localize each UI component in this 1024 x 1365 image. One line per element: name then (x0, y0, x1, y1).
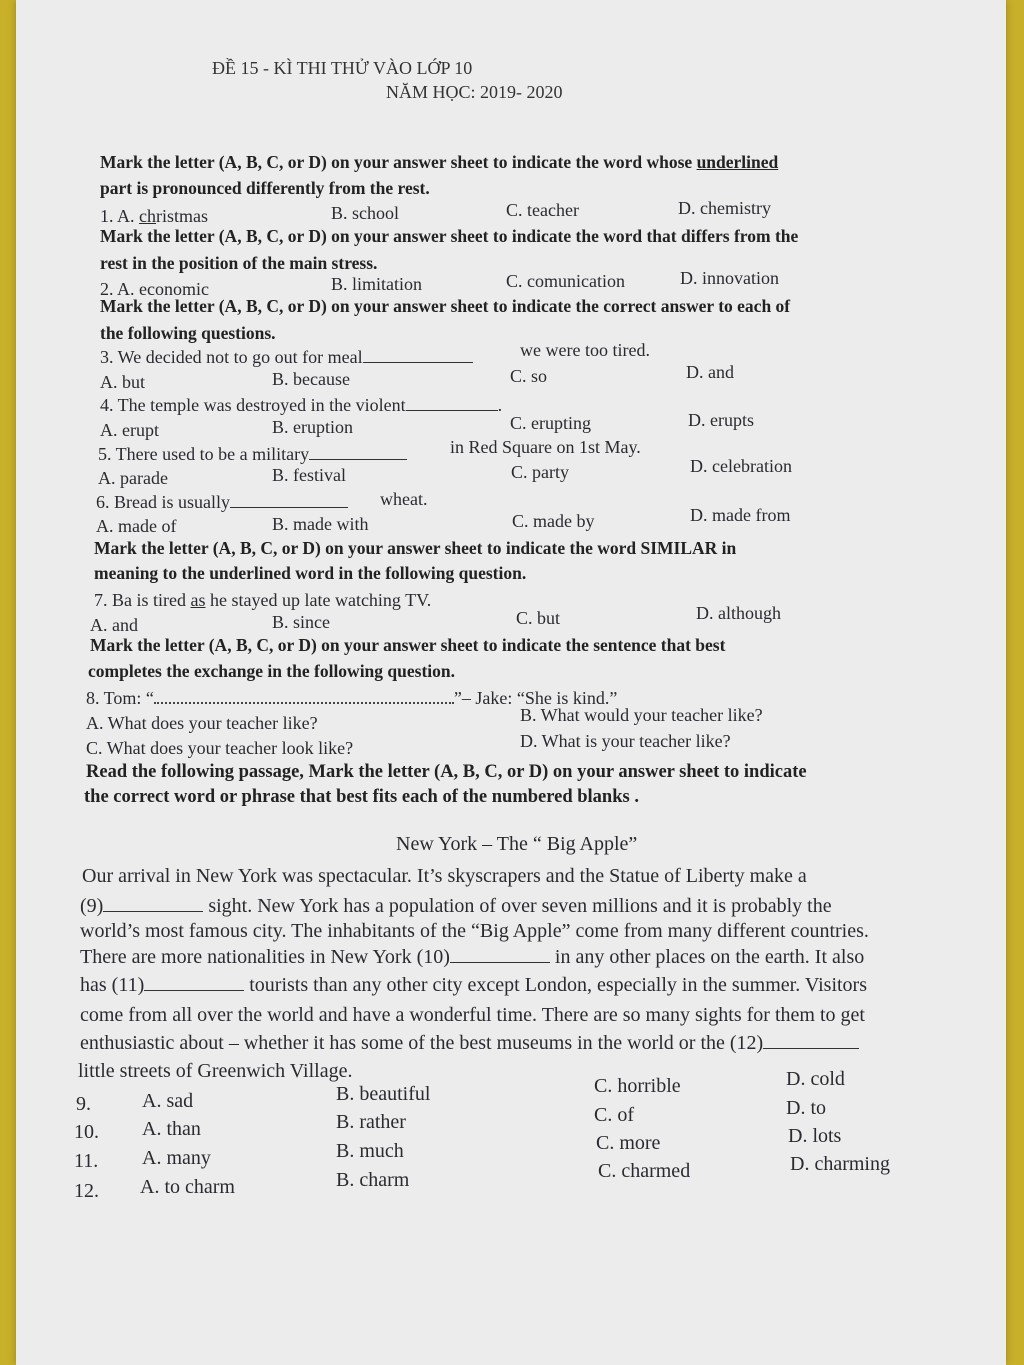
q3-option-b: B. because (272, 369, 350, 389)
section-2-instruction: Mark the letter (A, B, C, or D) on your answer sheet to indicate the word that differs from the (100, 226, 799, 246)
section-5-instruction-line2: completes the exchange in the following question. (88, 661, 456, 681)
passage-line-8: little streets of Greenwich Village. (78, 1060, 353, 1082)
blank-10 (450, 946, 550, 963)
passage-line-4-rest: in any other places on the earth. It also (554, 946, 865, 968)
section-3-instruction-line2: the following questions. (100, 323, 276, 343)
q4-option-a: A. erupt (100, 420, 159, 440)
q2-option-c: C. comunication (506, 271, 625, 291)
q4-text: 4. The temple was destroyed in the violent (100, 395, 406, 415)
passage-line-6: come from all over the world and have a wonderful time. There are so many sights for them to get (80, 1004, 865, 1026)
q1-option-a (100, 206, 208, 227)
q6-option-c: C. made by (512, 511, 595, 531)
passage-line-5 (80, 974, 867, 997)
q1-rest: ristmas (156, 206, 209, 226)
q7-option-b: B. since (272, 612, 330, 632)
cloze-12-option-c: C. charmed (598, 1160, 691, 1182)
q6-option-a: A. made of (96, 516, 177, 536)
q4-end: . (497, 395, 503, 415)
q1-option-c: C. teacher (506, 200, 579, 220)
q1-label: 1. A. (100, 206, 140, 226)
cloze-9-option-c: C. horrible (594, 1075, 681, 1097)
blank-11 (144, 974, 244, 991)
q6-text: 6. Bread is usually (96, 492, 230, 512)
q7-option-d: D. although (696, 603, 781, 623)
q8-option-d: D. What is your teacher like? (520, 731, 731, 751)
q7-text: 7. Ba is tired (94, 590, 191, 610)
cloze-12-option-b: B. charm (336, 1169, 410, 1191)
cloze-11-number: 11. (74, 1150, 99, 1172)
section-1-text: Mark the letter (A, B, C, or D) on your answer sheet to indicate the word whose (100, 152, 697, 172)
cloze-12-option-d: D. charming (790, 1153, 890, 1175)
q7-rest: he stayed up late watching TV. (205, 590, 432, 610)
q8-option-b: B. What would your teacher like? (520, 705, 763, 725)
section-4-instruction: Mark the letter (A, B, C, or D) on your answer sheet to indicate the word SIMILAR in (94, 538, 737, 558)
passage-line-4-text: There are more nationalities in New York (10) (80, 946, 450, 968)
q7-underlined: as (190, 590, 206, 610)
q4-blank (406, 394, 498, 411)
q6-stem-end: wheat. (380, 489, 428, 509)
q5-stem-end: in Red Square on 1st May. (450, 437, 641, 457)
exam-title: ĐỀ 15 - KÌ THI THỬ VÀO LỚP 10 (212, 58, 473, 78)
blank-12 (763, 1032, 859, 1049)
q3-option-d: D. and (686, 362, 734, 382)
q3-blank (363, 346, 473, 363)
q5-option-b: B. festival (272, 465, 346, 485)
q8-end: ”– Jake: “She is kind.” (453, 688, 618, 708)
section-4-instruction-line2: meaning to the underlined word in the following question. (94, 563, 527, 583)
q1-underlined: ch (139, 206, 157, 226)
passage-line-2-text: sight. New York has a population of over seven millions and it is probably the (208, 895, 832, 917)
cloze-12-number: 12. (74, 1180, 99, 1202)
q8-option-a: A. What does your teacher like? (86, 713, 318, 733)
q7-stem (94, 590, 431, 611)
passage-line-3: world’s most famous city. The inhabitants of the “Big Apple” come from many different countries. (80, 920, 869, 942)
section-6-instruction: Read the following passage, Mark the letter (A, B, C, or D) on your answer sheet to indicate (86, 762, 807, 782)
blank-11-label: has (11) (80, 974, 145, 996)
cloze-9-option-a: A. sad (142, 1090, 194, 1112)
passage-line-5-text: tourists than any other city except London, especially in the summer. Visitors (249, 974, 868, 996)
cloze-11-option-b: B. much (336, 1140, 404, 1162)
cloze-9-option-d: D. cold (786, 1068, 845, 1090)
passage-line-7 (80, 1032, 859, 1055)
q2-option-a: 2. A. economic (100, 279, 209, 299)
passage-line-4 (80, 946, 864, 969)
q6-blank (230, 491, 348, 508)
cloze-11-option-c: C. more (596, 1132, 661, 1154)
q5-stem (98, 443, 407, 465)
q3-option-a: A. but (100, 372, 145, 392)
q7-option-c: C. but (516, 608, 561, 628)
q4-option-d: D. erupts (688, 410, 754, 430)
q1-option-d: D. chemistry (678, 198, 771, 218)
section-3-instruction: Mark the letter (A, B, C, or D) on your answer sheet to indicate the correct answer to each of (100, 296, 791, 316)
blank-9-label: (9) (80, 895, 104, 917)
section-6-instruction-line2: the correct word or phrase that best fits each of the numbered blanks . (84, 787, 639, 807)
section-5-instruction: Mark the letter (A, B, C, or D) on your answer sheet to indicate the sentence that best (90, 635, 726, 655)
q7-option-a: A. and (90, 615, 138, 635)
q1-option-b: B. school (331, 203, 400, 223)
underlined-word: underlined (696, 152, 779, 172)
exam-paper (16, 0, 1006, 1365)
q5-option-c: C. party (511, 462, 569, 482)
section-1-instruction-line2: part is pronounced differently from the rest. (100, 178, 430, 198)
school-year: NĂM HỌC: 2019- 2020 (386, 82, 563, 102)
cloze-9-number: 9. (76, 1093, 91, 1115)
q5-blank (309, 443, 407, 460)
q4-option-c: C. erupting (510, 413, 591, 433)
q4-stem (100, 394, 502, 416)
cloze-11-option-d: D. lots (788, 1125, 842, 1147)
q5-option-d: D. celebration (690, 456, 792, 476)
section-2-instruction-line2: rest in the position of the main stress. (100, 253, 378, 273)
q5-option-a: A. parade (98, 468, 168, 488)
q6-option-d: D. made from (690, 505, 791, 525)
q3-text: 3. We decided not to go out for meal (100, 347, 363, 367)
q2-option-b: B. limitation (331, 274, 423, 294)
cloze-12-option-a: A. to charm (140, 1176, 235, 1198)
q2-option-d: D. innovation (680, 268, 779, 288)
blank-9 (103, 895, 203, 912)
cloze-10-number: 10. (74, 1121, 99, 1143)
passage-line-7-text: enthusiastic about – whether it has some of the best museums in the world or the (12) (80, 1032, 764, 1054)
q3-stem-end: we were too tired. (520, 340, 650, 360)
passage-title: New York – The “ Big Apple” (396, 833, 638, 855)
q3-option-c: C. so (510, 366, 548, 386)
q8-option-c: C. What does your teacher look like? (86, 738, 354, 758)
cloze-10-option-b: B. rather (336, 1111, 406, 1133)
passage-line-2 (80, 895, 832, 918)
q3-stem (100, 346, 473, 368)
q6-stem (96, 491, 348, 513)
q6-option-b: B. made with (272, 514, 369, 534)
q8-blank (154, 688, 454, 704)
cloze-10-option-a: A. than (142, 1118, 201, 1140)
cloze-9-option-b: B. beautiful (336, 1083, 431, 1105)
cloze-10-option-d: D. to (786, 1097, 826, 1119)
cloze-10-option-c: C. of (594, 1104, 634, 1126)
passage-line-1: Our arrival in New York was spectacular. It’s skyscrapers and the Statue of Liberty make a (82, 865, 807, 887)
cloze-11-option-a: A. many (142, 1147, 211, 1169)
section-1-instruction (100, 152, 778, 173)
q5-text: 5. There used to be a military (98, 444, 310, 464)
q4-option-b: B. eruption (272, 417, 353, 437)
q8-text: 8. Tom: “ (86, 688, 154, 708)
